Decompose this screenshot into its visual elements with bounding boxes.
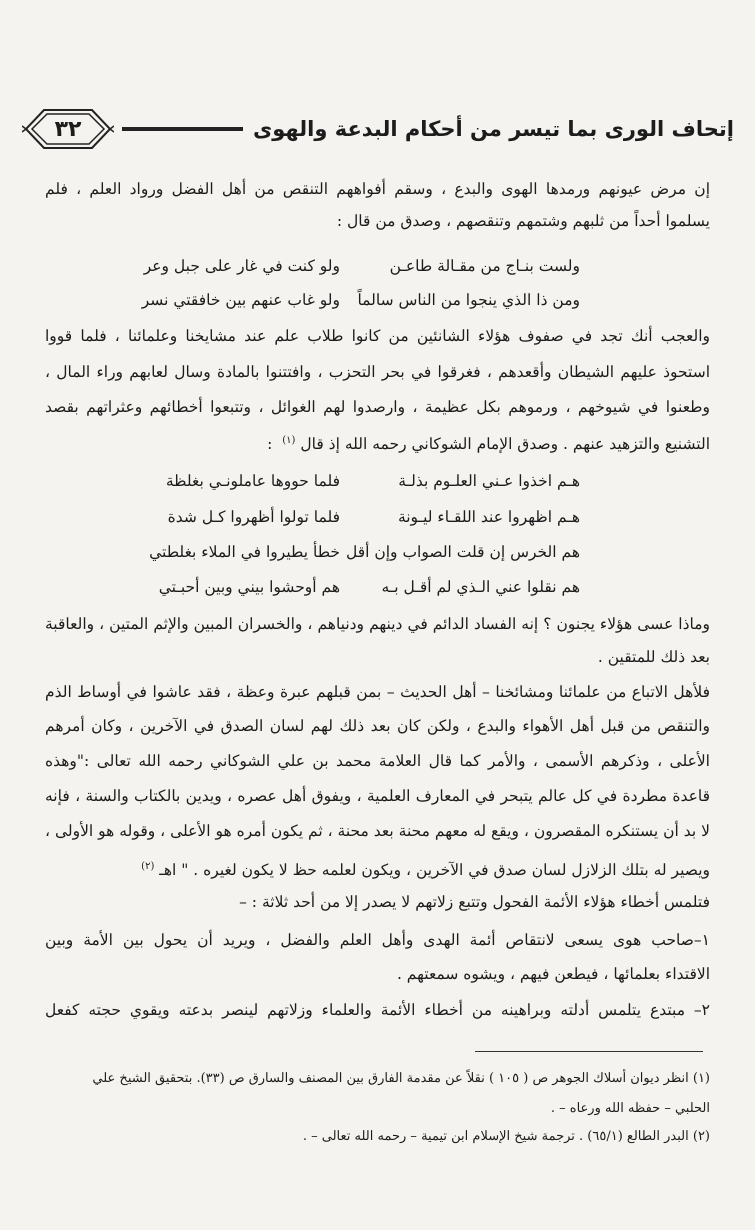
text-line [45,430,710,455]
text-line: والتنقص من قبل أهل الأهواء والبدع ، ولكن كان بعد ذلك لهم لسان الصدق في الآخرين ، وكان أمرهم [45,717,710,735]
colon: : [267,435,278,454]
footnote: (٢) البدر الطالع (٦٥/١) . ترجمة شيخ الإسلام ابن تيمية – رحمه الله تعالى – . [302,1129,710,1144]
verse-first-hemistich: هـم اخذوا عـني العلـوم بذلـة [398,472,580,490]
text-line [45,856,710,881]
verse-second-hemistich: خطأ يطيروا في الملاء بغلطتي [149,543,340,561]
verse-second-hemistich: ولو غاب عنهم بين خافقتي نسر [141,291,340,309]
text-line: والعجب أنك تجد في صفوف هؤلاء الشانئين من كانوا طلاب علم عند مشايخنا وعلمائنا ، فلما قووا [45,327,710,345]
verse-first-hemistich: هم الخرس إن قلت الصواب وإن أقل [345,543,580,561]
verse-first-hemistich: ولست بنـاج من مقـالة طاعـن [389,257,580,275]
verse-first-hemistich: ومن ذا الذي ينجوا من الناس سالماً [357,291,580,309]
list-item-continuation: الاقتداء بعلمائها ، فيطعن فيهم ، ويشوه سمعتهم . [396,965,710,983]
text-line: استحوذ عليهم الشيطان وأقعدهم ، فغرقوا في بحر التحزب ، وافتتنوا بالمادة وسال لعابهم وراء المال ، [45,363,710,381]
verse-first-hemistich: هـم اظهروا عند اللقـاء ليـونة [397,508,580,526]
footnote-marker: (١) [282,435,296,446]
text-line: فلأهل الاتباع من علمائنا ومشائخنا – أهل الحديث – بمن قبلهم عبرة وعظة ، فقد عاشوا في أوساط الذم [45,683,710,701]
text-line: الأعلى ، وذكرهم الأسمى ، والأمر كما قال العلامة محمد بن علي الشوكاني رحمه الله تعالى :"وهذه [45,752,710,770]
verse-second-hemistich: فلما حووها عاملونـي بغلظة [165,472,340,490]
text-line: فتلمس أخطاء هؤلاء الأئمة الفحول وتتبع زلاتهم لا يصدر إلا من أحد ثلاثة : – [239,893,710,911]
book-title: إتحاف الورى بما تيسر من أحكام البدعة والهوى [252,117,734,141]
verse-first-hemistich: هم نقلوا عني الـذي لم أقـل بـه [381,578,580,596]
text-line: بعد ذلك للمتقين . [597,648,710,666]
footnote-marker: (٢) [141,861,155,872]
footnote: (١) انظر ديوان أسلاك الجوهر ص ( ١٠٥ ) نقلاً عن مقدمة الفارق بين المصنف والسارق ص (٣٣). بتحقيق الشيخ علي [92,1071,710,1086]
verse-second-hemistich: ولو كنت في غار على جبل وعر [143,257,340,275]
footnote-divider [475,1051,703,1052]
list-item: ٢– مبتدع يتلمس أدلته وبراهينه من أخطاء الأئمة والعلماء وزلاتهم لينصر بدعته ويقوي حجته كفعل [45,1001,710,1019]
text-line: وماذا عسى هؤلاء يجنون ؟ إنه الفساد الدائم في دينهم ودنياهم ، والخسران المبين والإثم المتين ، والعاقبة [45,615,710,633]
text-line: لا بد أن يستنكره المقصرون ، ويقع له معهم محنة بعد محنة ، ثم يكون أمره هو الأعلى ، وقوله هو الأولى ، [45,822,710,840]
page-number: ٣٢ [54,116,82,142]
text-line-content: ويصير له بتلك الزلازل لسان صدق في الآخرين ، ويكون لعلمه حظ لا يكون لغيره . " اهـ [159,861,710,880]
footnote-continuation: الحلبي – حفظه الله ورعاه – . [550,1101,710,1116]
verse-second-hemistich: هم أوحشوا بيني وبين أحبـتي [158,578,340,596]
text-line: قاعدة مطردة في كل عالم يتبحر في المعارف العلمية ، ويفوق أهل عصره ، ويدين بالكتاب والسنة ، فإنه [45,787,710,805]
page-header [22,104,734,154]
list-item: ١–صاحب هوى يسعى لانتقاص أئمة الهدى وأهل العلم والفضل ، ويريد أن يحول بين الأمة وبين [45,931,710,949]
verse-second-hemistich: فلما تولوا أظهروا كـل شدة [167,508,340,526]
text-line: وطعنوا في شيوخهم ، ورموهم بكل عظيمة ، وارصدوا لهم الغوائل ، وتتبعوا أخطائهم وعثراتهم بقصد [45,398,710,416]
header-divider [122,127,243,131]
text-line: إن مرض عيونهم ورمدها الهوى والبدع ، وسقم أفواههم التنقص من أهل الفضل ورواد العلم ، فلم [45,180,710,198]
text-line: يسلموا أحداً من ثلبهم وشتمهم وتنقصهم ، وصدق من قال : [336,212,710,230]
page-number-badge [22,106,114,152]
text-line-content: التشنيع والتزهيد عنهم . وصدق الإمام الشوكاني رحمه الله إذ قال [300,435,710,454]
